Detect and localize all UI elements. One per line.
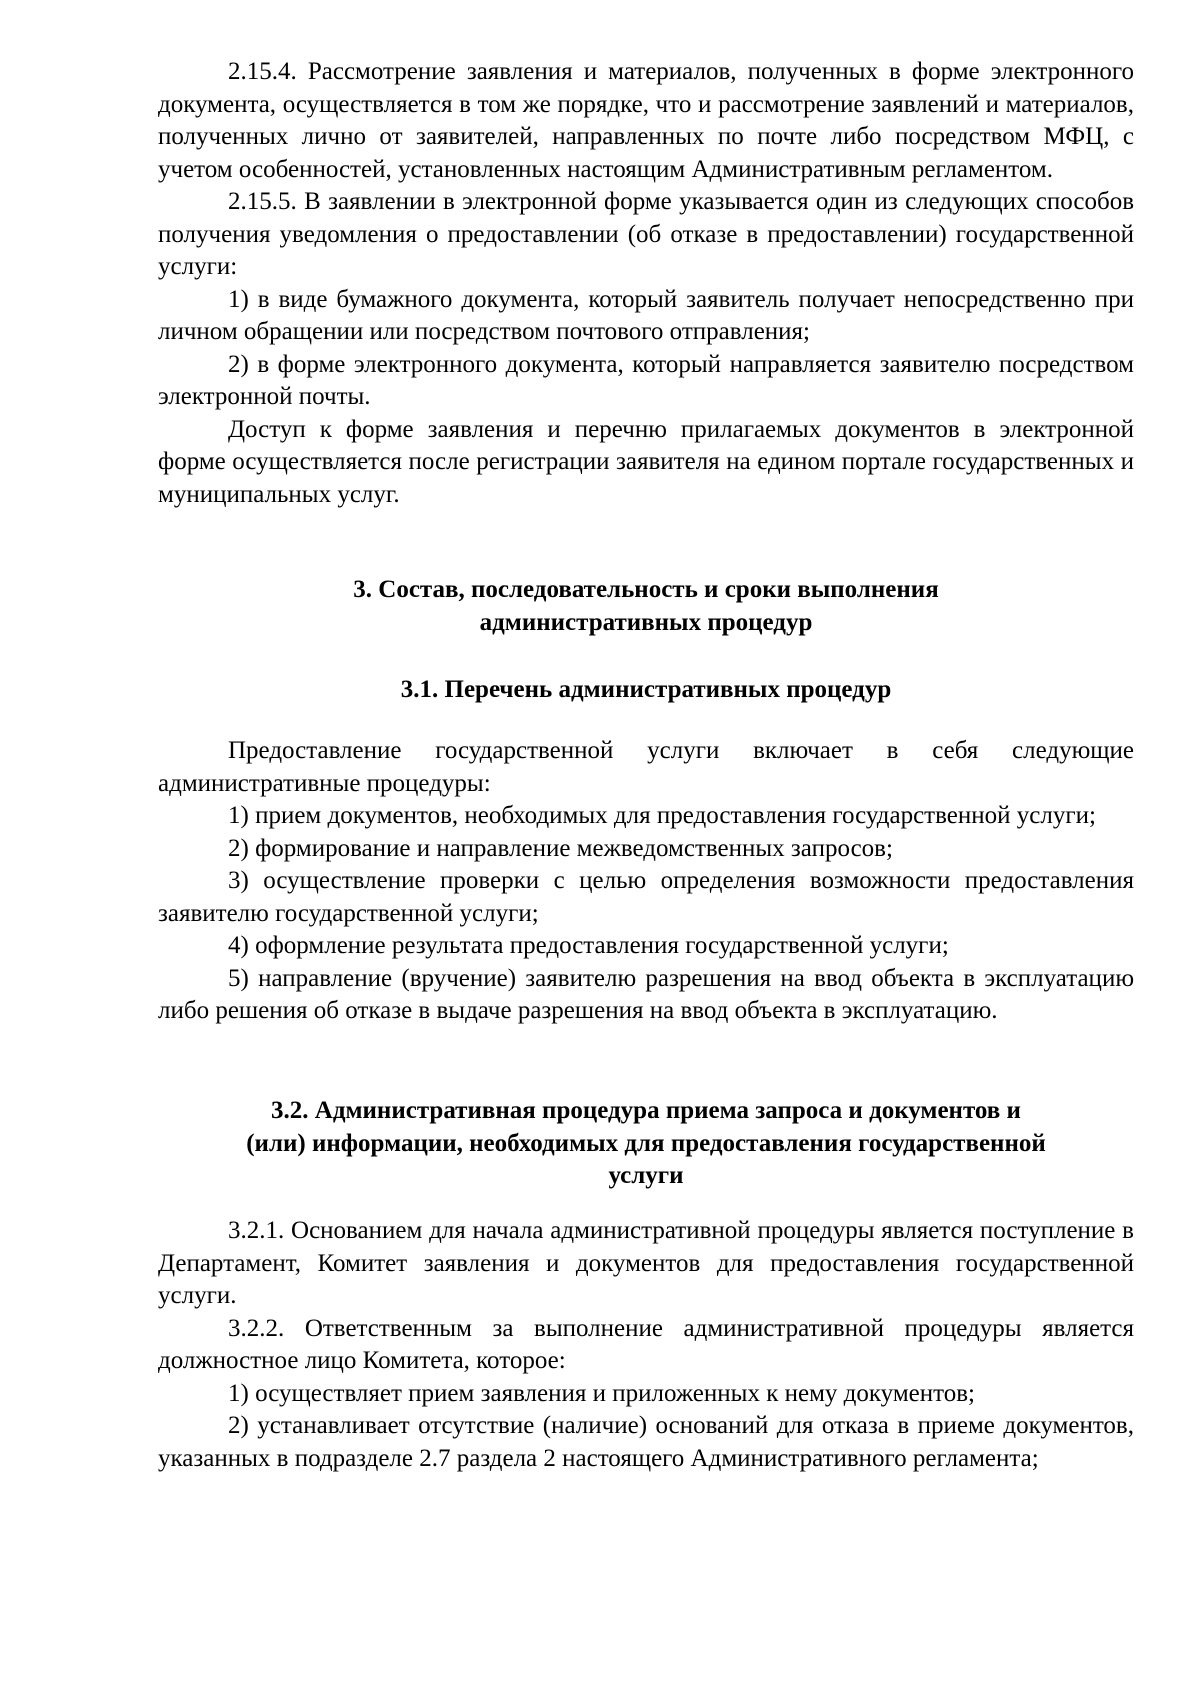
- list-item-procedure-5: 5) направление (вручение) заявителю разрешения на ввод объекта в эксплуатацию либо решения об отказе в выдаче разрешения на ввод объекта в эксплуатацию.: [158, 964, 1134, 1024]
- list-item-duty-2: 2) устанавливает отсутствие (наличие) оснований для отказа в приеме документов, указанных в подразделе 2.7 раздела 2 настоящего Административного регламента;: [158, 1412, 1134, 1472]
- paragraph-3-2-2: 3.2.2. Ответственным за выполнение административной процедуры является должностное лицо Комитета, которое:: [158, 1314, 1134, 1374]
- paragraph-3-2-1: 3.2.1. Основанием для начала административной процедуры является поступление в Департамент, Комитет заявления и документов для предоставления государственной услуги.: [158, 1217, 1134, 1309]
- section-3-1-body: [158, 735, 1134, 1028]
- paragraph-form-access: Доступ к форме заявления и перечню прилагаемых документов в электронной форме осуществляется после регистрации заявителя на едином портале государственных и муниципальных услуг.: [158, 415, 1134, 508]
- section-3-heading: [158, 574, 1134, 639]
- section-3-2-heading: [158, 1095, 1134, 1193]
- section-3-1-heading: 3.1. Перечень административных процедур: [400, 676, 892, 703]
- list-item-procedure-4: 4) оформление результата предоставления государственной услуги;: [228, 932, 949, 959]
- list-item-procedure-3: 3) осуществление проверки с целью определения возможности предоставления заявителю государственной услуги;: [158, 867, 1134, 927]
- section-3-2-body: [158, 1215, 1134, 1475]
- paragraph-2-15-5: 2.15.5. В заявлении в электронной форме указывается один из следующих способов получения уведомления о предоставлении (об отказе в предоставлении) государственной услуги:: [158, 188, 1134, 280]
- list-item-electronic-document: 2) в форме электронного документа, который направляется заявителю посредством электронной почты.: [158, 350, 1134, 410]
- list-item-procedure-2: 2) формирование и направление межведомственных запросов;: [228, 834, 893, 862]
- paragraph-procedures-intro: Предоставление государственной услуги включает в себя следующие административные процедуры:: [158, 737, 1134, 797]
- list-item-duty-1: 1) осуществляет прием заявления и приложенных к нему документов;: [228, 1379, 975, 1407]
- list-item-paper-document: 1) в виде бумажного документа, который заявитель получает непосредственно при личном обращении или посредством почтового отправления;: [158, 285, 1134, 345]
- section-3-heading-line-1: 3. Состав, последовательность и сроки выполнения: [353, 576, 939, 603]
- section-3-2-heading-line-3: услуги: [608, 1162, 684, 1189]
- paragraph-2-15-4: 2.15.4. Рассмотрение заявления и материалов, полученных в форме электронного документа, осуществляется в том же порядке, что и рассмотрение заявлений и материалов, полученных лично от заявителей, направленных по почте либо посредством МФЦ, с учетом особенностей, установленных настоящим Административным регламентом.: [158, 58, 1134, 183]
- section-3-heading-line-2: административных процедур: [479, 608, 813, 636]
- list-item-procedure-1: 1) прием документов, необходимых для предоставления государственной услуги;: [228, 802, 1096, 829]
- section-3-2-heading-line-2: (или) информации, необходимых для предоставления государственной: [246, 1129, 1046, 1157]
- section-3-2-heading-line-1: 3.2. Административная процедура приема запроса и документов и: [271, 1097, 1021, 1124]
- section-2-15-body: [158, 56, 1134, 511]
